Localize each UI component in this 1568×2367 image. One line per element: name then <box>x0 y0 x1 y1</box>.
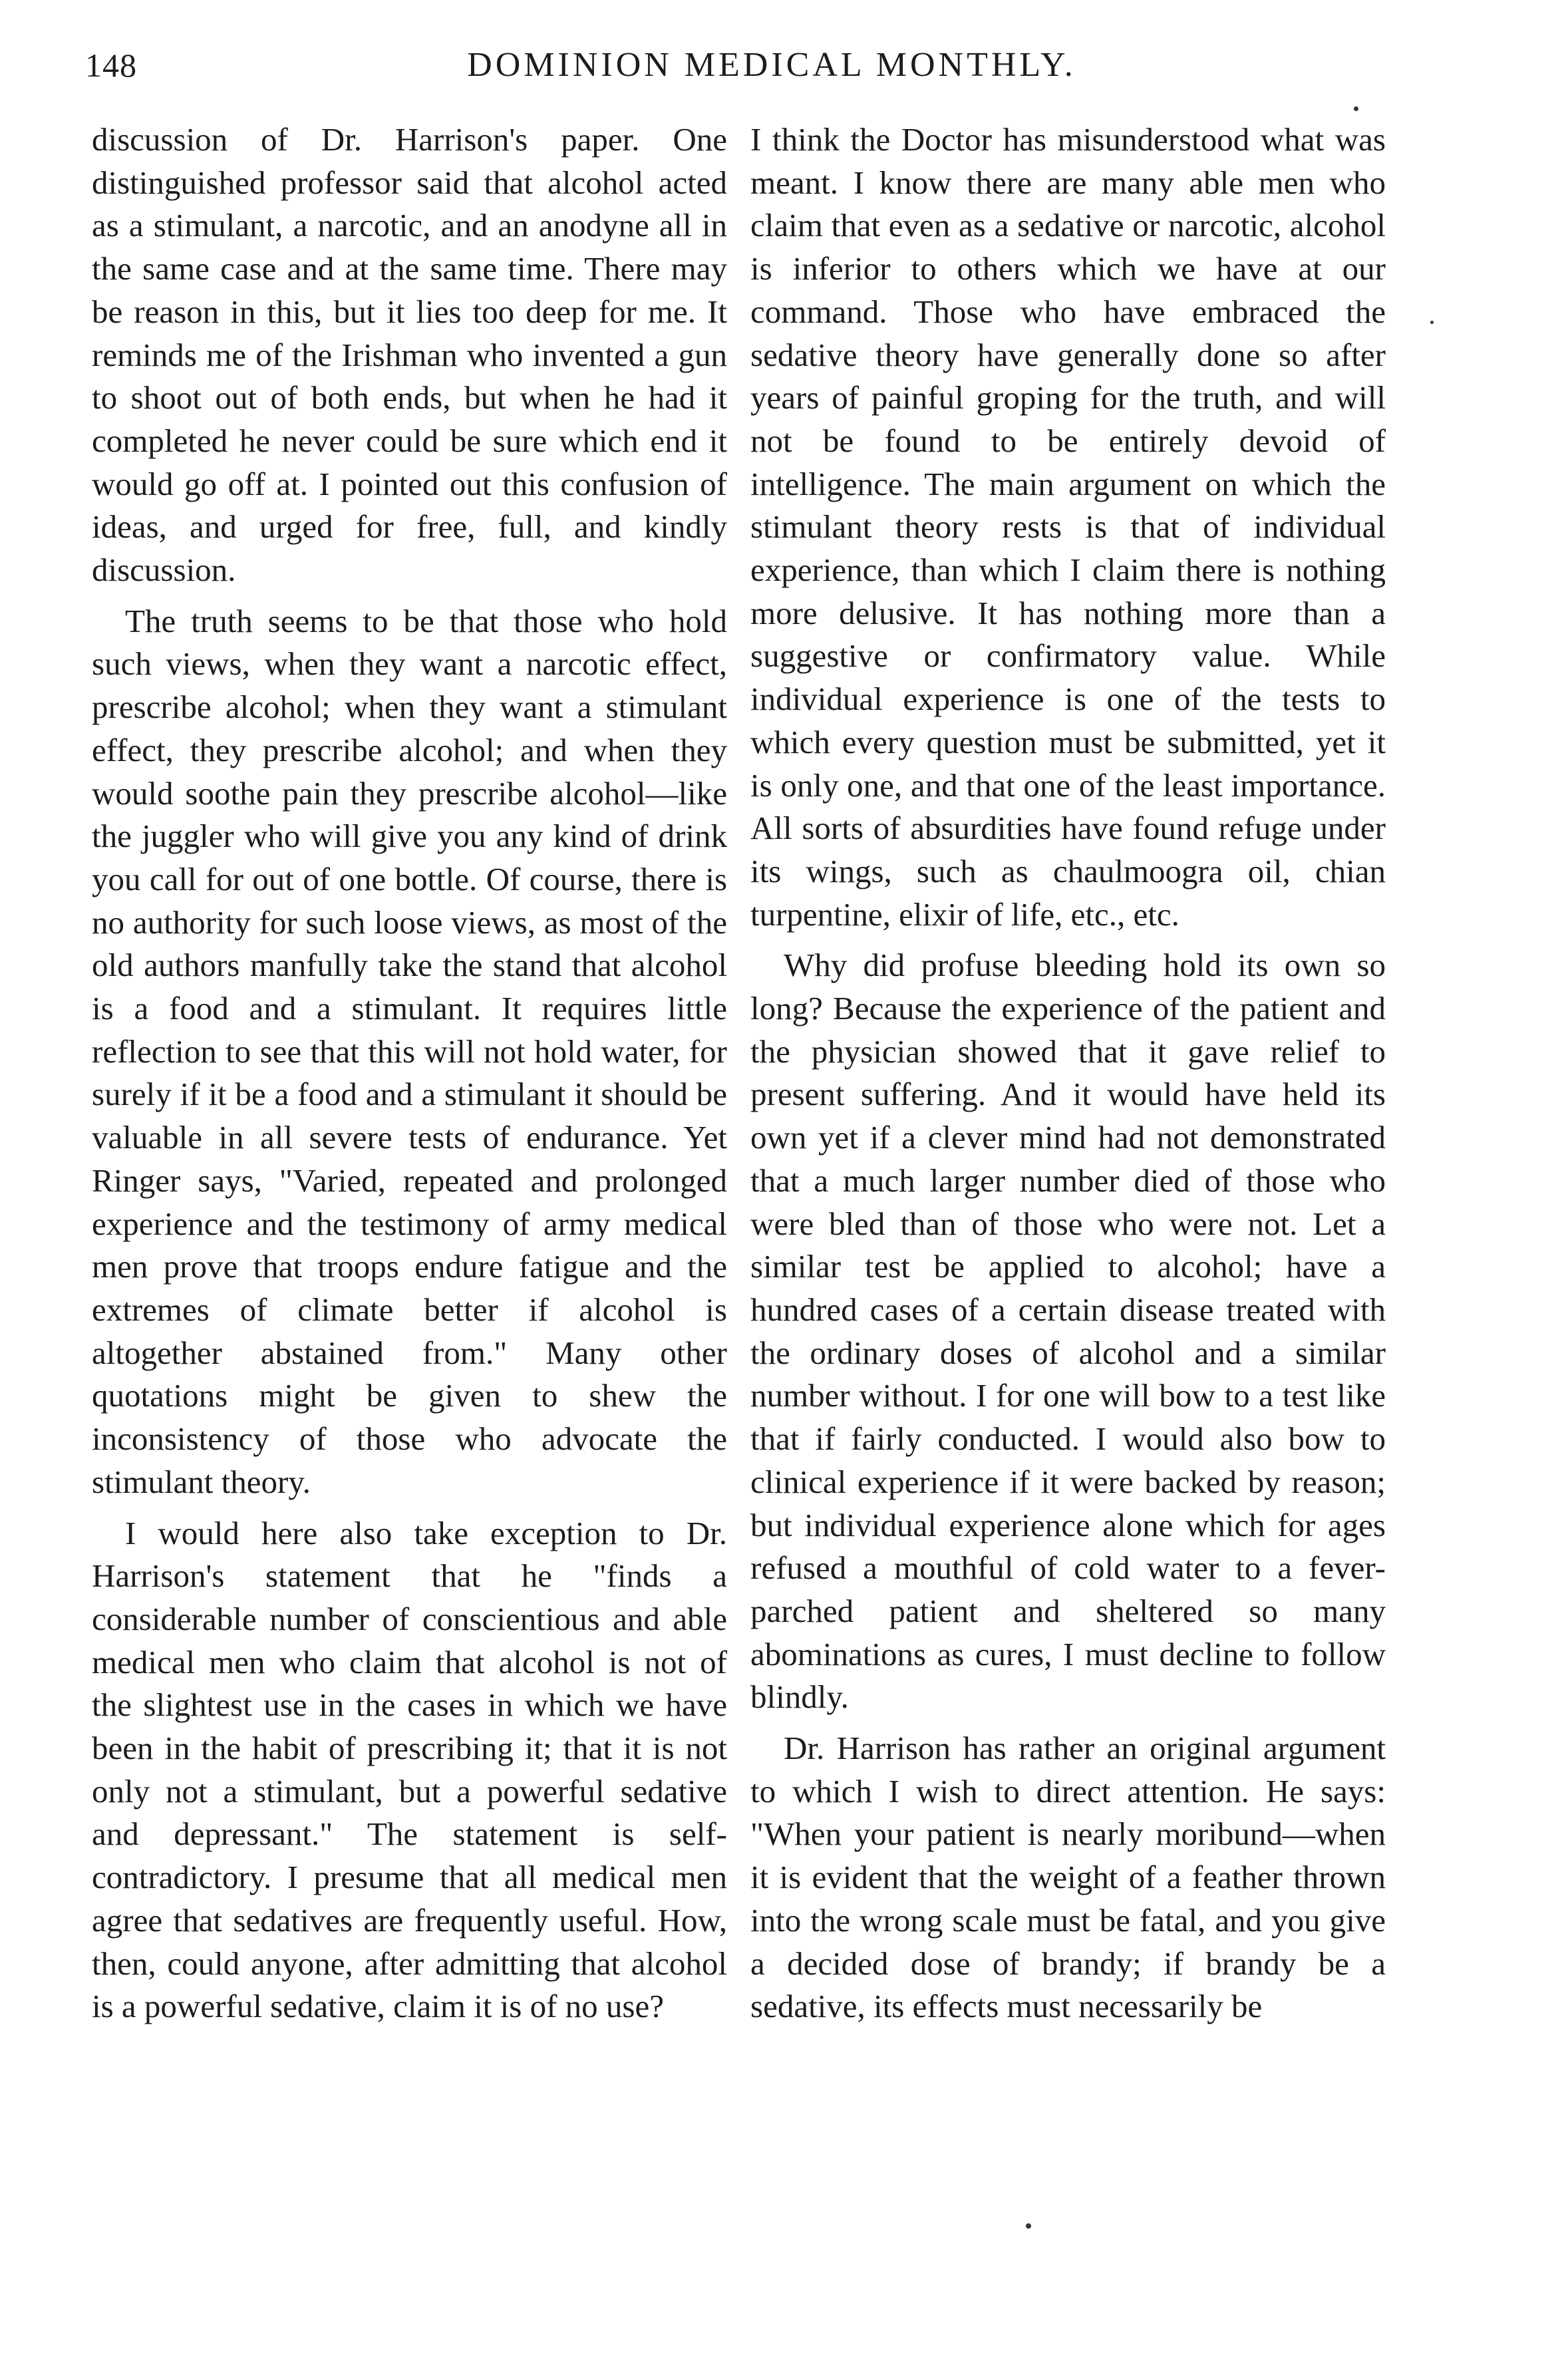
left-column <box>92 118 727 2028</box>
print-speck <box>1354 106 1358 111</box>
paragraph: I think the Doctor has misunderstood what was meant. I know there are many able men who claim that even as a sedative or narcotic, alcohol is inferior to others which we have at our command. Those who have embraced the sedative theory have generally done so after years of painful groping for the truth, and will not be found to be entirely devoid of intelligence. The main argument on which the stimulant theory rests is that of individual experience, than which I claim there is nothing more delusive. It has nothing more than a suggestive or confirmatory value. While individual experience is one of the tests to which every question must be submitted, yet it is only one, and that one of the least importance. All sorts of absurdities have found refuge under its wings, such as chaulmoogra oil, chian turpentine, elixir of life, etc., etc. <box>750 121 1386 933</box>
paragraph: Why did profuse bleeding hold its own so long? Because the experience of the patient and the physician showed that it gave relief to present suffering. And it would have held its own yet if a clever mind had not demonstrated that a much larger number died of those who were bled than of those who were not. Let a similar test be applied to alcohol; have a hundred cases of a certain disease treated with the ordinary doses of alcohol and a similar number without. I for one will bow to a test like that if fairly conducted. I would also bow to clinical experience if it were backed by reason; but individual experience alone which for ages refused a mouthful of cold water to a fever-parched patient and sheltered so many abominations as cures, I must decline to follow blindly. <box>750 947 1386 1716</box>
right-column <box>750 118 1386 2028</box>
paragraph: Dr. Harrison has rather an original argument to which I wish to direct attention. He says: "When your patient is nearly moribund—when it is evident that the weight of a feather thrown into the wrong scale must be fatal, and you give a decided dose of brandy; if brandy be a sedative, its effects must necessarily be <box>750 1730 1386 2025</box>
paragraph: discussion of Dr. Harrison's paper. One distinguished professor said that alcohol acted as a stimulant, a narcotic, and an anodyne all in the same case and at the same time. There may be reason in this, but it lies too deep for me. It reminds me of the Irishman who invented a gun to shoot out of both ends, but when he had it completed he never could be sure which end it would go off at. I pointed out this confusion of ideas, and urged for free, full, and kindly discussion. <box>92 121 727 589</box>
page-number: 148 <box>85 47 137 84</box>
print-speck <box>1026 2223 1031 2229</box>
print-speck <box>1430 321 1434 324</box>
paragraph: The truth seems to be that those who hold such views, when they want a narcotic effect, prescribe alcohol; when they want a stimulant effect, they prescribe alcohol; and when they would soothe pain they prescribe alcohol—like the juggler who will give you any kind of drink you call for out of one bottle. Of course, there is no authority for such loose views, as most of the old authors manfully take the stand that alcohol is a food and a stimulant. It requires little reflection to see that this will not hold water, for surely if it be a food and a stimulant it should be valuable in all severe tests of endurance. Yet Ringer says, "Varied, repeated and prolonged experience and the testimony of army medical men prove that troops endure fatigue and the extremes of climate better if alcohol is altogether abstained from." Many other quotations might be given to shew the inconsistency of those who advocate the stimulant theory. <box>92 602 727 1500</box>
paragraph: I would here also take exception to Dr. Harrison's statement that he "finds a considerable number of conscientious and able medical men who claim that alcohol is not of the slightest use in the cases in which we have been in the habit of prescribing it; that it is not only not a stimulant, but a powerful sedative and depressant." The statement is self-contradictory. I presume that all medical men agree that sedatives are frequently useful. How, then, could anyone, after admitting that alcohol is a powerful sedative, claim it is of no use? <box>92 1514 727 2025</box>
running-title: DOMINION MEDICAL MONTHLY. <box>467 46 1076 84</box>
